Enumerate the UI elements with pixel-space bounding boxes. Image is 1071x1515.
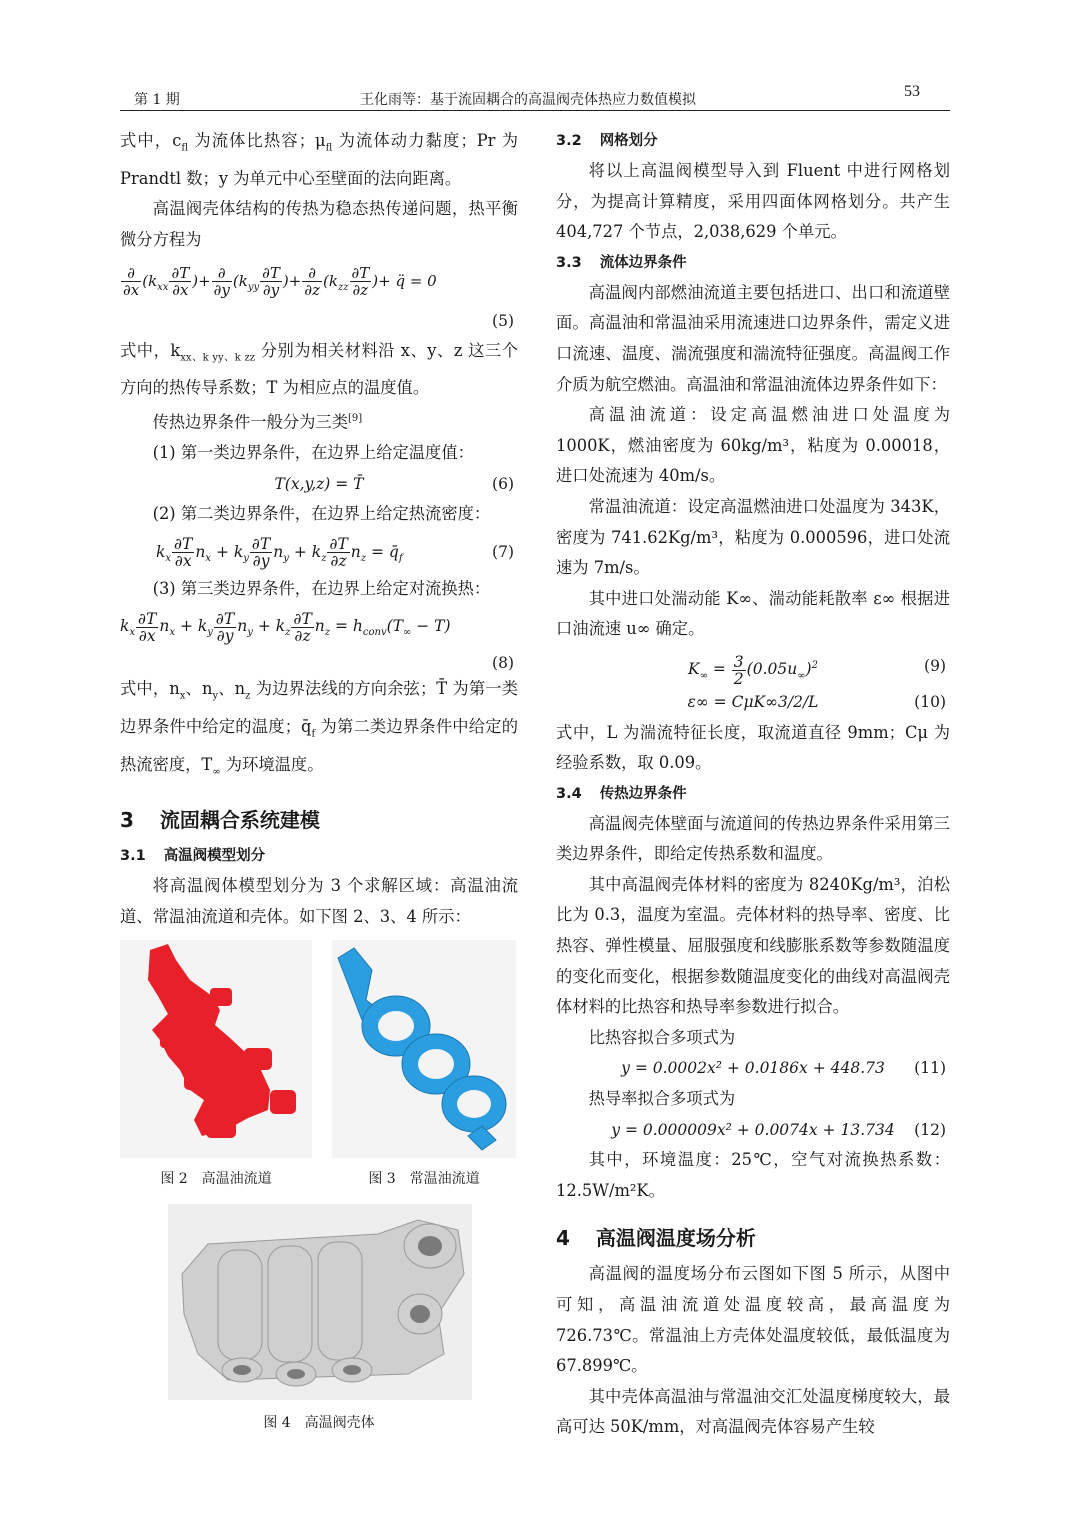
equation-11: y = 0.0002x² + 0.0186x + 448.73 (11) — [621, 1059, 946, 1078]
subsection-3-4-heading: 3.4 传热边界条件 — [556, 785, 687, 802]
paragraph-bc3: (3) 第三类边界条件，在边界上给定对流换热： — [152, 578, 491, 598]
paragraph-model-division: 将高温阀体模型划分为 3 个求解区域：高温油流道、常温油流道和壳体。如下图 2、3、4 所示： — [120, 875, 518, 926]
header-rule — [120, 110, 950, 111]
subsection-3-3-heading: 3.3 流体边界条件 — [556, 254, 687, 271]
paragraph-length-scale: 式中，L 为湍流特征长度，取流道直径 9mm；Cμ 为经验系数，取 0.09。 — [556, 722, 950, 773]
paragraph-bc2: (2) 第二类边界条件，在边界上给定热流密度： — [152, 504, 491, 524]
subsection-3-1-heading: 3.1 高温阀模型划分 — [120, 847, 266, 864]
equation-5: $\frac{\partial}{\partial x}$ ($k_{xx}$ $\frac{\partial T}{\partial x}$ )+ $\frac{\partial}{\partial y}$ ($k_{yy}$ $\frac{\partial T}{\partial y}$ )+ $\frac{\partial}{\partial z}$ ($k_{zz}$ $\frac{\partial T}{\partial z}$ )+ q̈ = 0 — [123, 264, 437, 300]
paragraph-meshing: 将以上高温阀模型导入到 Fluent 中进行网格划分，为提高计算精度，采用四面体网格划分。共产生 404,727 个节点，2,038,629 个单元。 — [556, 161, 950, 242]
paragraph-temperature-field: 高温阀的温度场分布云图如下图 5 所示，从图中可知，高温油流道处温度较高，最高温度为 726.73℃。常温油上方壳体处温度较低，最低温度为 67.899℃。 — [556, 1264, 950, 1376]
paragraph-gradient: 其中壳体高温油与常温油交汇处温度梯度较大，最高可达 50K/mm，对高温阀壳体容易产生较 — [556, 1386, 950, 1437]
equation-8-number: (8) — [492, 654, 514, 673]
figure-4-caption: 图 4 高温阀壳体 — [263, 1415, 375, 1432]
page-number: 53 — [904, 83, 920, 100]
paragraph-turbulence: 其中进口处湍动能 K∞、湍动能耗散率 ε∞ 根据进口油流速 u∞ 确定。 — [556, 588, 950, 639]
running-title: 王化雨等：基于流固耦合的高温阀壳体热应力数值模拟 — [360, 92, 696, 108]
equation-10: ε∞ = CμK∞3/2/L (10) — [687, 692, 946, 711]
paragraph-conductivity: 式中，$k_{xx、k yy、k zz}$ 分别为相关材料沿 x、y、z 这三个方向的热传导系数；T 为相应点的温度值。 — [120, 340, 518, 398]
right-column — [556, 126, 950, 1443]
figure-2-red-channel — [120, 940, 312, 1158]
figure-4-housing — [168, 1204, 472, 1400]
paragraph-cp-fit-label: 比热容拟合多项式为 — [588, 1027, 736, 1047]
equation-9: $K_\infty$ = $\frac{3}{2}$ $(0.05u_\infty)^2$ (9) — [688, 652, 946, 688]
paragraph-heat-bc: 高温阀壳体壁面与流道间的传热边界条件采用第三类边界条件，即给定传热系数和温度。 — [556, 813, 950, 864]
issue-number: 第 1 期 — [134, 92, 180, 108]
section-4-heading: 4 高温阀温度场分析 — [556, 1226, 756, 1251]
equation-12: y = 0.000009x² + 0.0074x + 13.734 (12) — [611, 1120, 946, 1139]
paragraph-ambient: 其中，环境温度：25℃，空气对流换热系数：12.5W/m²K。 — [556, 1150, 950, 1200]
paragraph-k-fit-label: 热导率拟合多项式为 — [588, 1089, 736, 1109]
equation-6: T(x,y,z) = T̄ (6) — [274, 474, 514, 493]
left-column — [120, 126, 518, 1432]
equation-7: $k_x$ $\frac{\partial T}{\partial x}$ $n_x + k_y$ $\frac{\partial T}{\partial y}$ $n_y + k_z$ $\frac{\partial T}{\partial z}$ $n_z$ = $q̄_f$ (7) — [156, 535, 514, 571]
paragraph-heat-transfer: 高温阀壳体结构的传热为稳态热传递问题，热平衡微分方程为 — [120, 199, 518, 250]
paragraph-bc1: (1) 第一类边界条件，在边界上给定温度值： — [152, 443, 474, 463]
figures-2-3 — [120, 932, 518, 1194]
subsection-3-2-heading: 3.2 网格划分 — [556, 133, 658, 149]
equation-5-number: (5) — [492, 311, 514, 330]
equation-8: $k_x$ $\frac{\partial T}{\partial x}$ $n_x + k_y$ $\frac{\partial T}{\partial y}$ $n_y + k_z$ $\frac{\partial T}{\partial z}$ $n_z = h_{conv}(T_\infty - T)$ — [120, 609, 451, 645]
figure-2-caption: 图 2 高温油流道 — [160, 1171, 272, 1188]
section-3-heading: 3 流固耦合系统建模 — [120, 807, 320, 832]
paragraph-definitions: 式中，$c_{fl}$ 为流体比热容；$\mu_{fl}$ 为流体动力黏度；Pr 为 Prandtl 数；y 为单元中心至壁面的法向距离。 — [120, 131, 519, 188]
figure-3-caption: 图 3 常温油流道 — [368, 1171, 480, 1188]
paragraph-material: 其中高温阀壳体材料的密度为 8240Kg/m³，泊松比为 0.3，温度为室温。壳体材料的热导率、密度、比热容、弹性模量、屈服强度和线膨胀系数等参数随温度的变化而变化，根据参数随温度变化的曲线对高温阀壳体材料的比热容和热导率参数进行拟合。 — [556, 874, 950, 1017]
paragraph-fluid-bc: 高温阀内部燃油流道主要包括进口、出口和流道壁面。高温油和常温油采用流速进口边界条件，需定义进口流速、温度、湍流强度和湍流特征强度。高温阀工作介质为航空燃油。高温油和常温油流体边界条件如下： — [556, 282, 950, 394]
paragraph-bc-types: 传热边界条件一般分为三类[9] — [152, 412, 363, 432]
paragraph-hot-oil: 高温油流道：设定高温燃油进口处温度为 1000K，燃油密度为 60kg/m³，粘度为 0.00018，进口处流速为 40m/s。 — [556, 405, 950, 486]
figure-3-blue-channel — [332, 940, 516, 1158]
paragraph-direction-cosines: 式中，$n_x$、$n_y$、$n_z$ 为边界法线的方向余弦；T̄ 为第一类边界条件中给定的温度；$q̄_f$ 为第二类边界条件中给定的热流密度，$T_\infty$ 为环境温度。 — [120, 679, 518, 778]
running-header — [120, 83, 950, 108]
paragraph-normal-oil: 常温油流道：设定高温燃油进口处温度为 343K，密度为 741.62Kg/m³，粘度为 0.000596，进口处流速为 7m/s。 — [556, 496, 950, 578]
